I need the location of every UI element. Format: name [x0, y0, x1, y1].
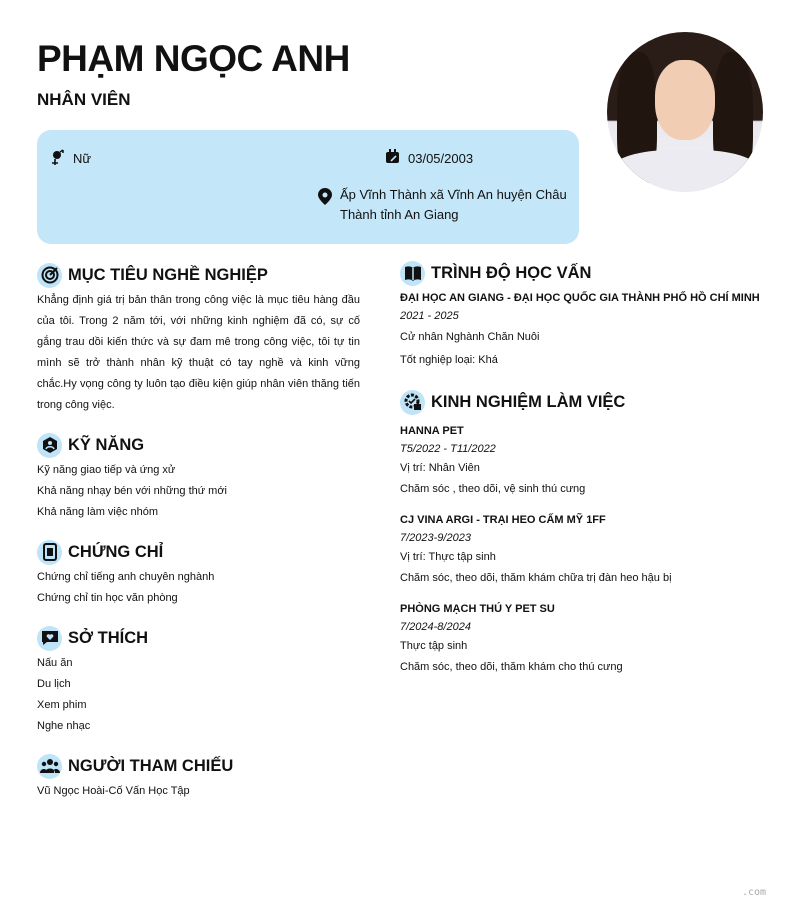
objective-text: Khẳng định giá trị bản thân trong công việc là mục tiêu hàng đầu của tôi. Trong 2 năm tới, với những kinh nghiệm đã có, sự cố gắng trau dồi kiến thức và sự đam mê trong công việc, tôi tự tin mình sẽ trở thành nhân kỹ thuật có tay nghề và kinh vững chắc.Hy vọng công ty luôn tạo điều kiện giúp nhân viên thăng tiến trong công việc. [37, 294, 360, 411]
hobby-item: Du lịch [37, 678, 71, 690]
left-column [37, 262, 360, 818]
certificates-heading: CHỨNG CHỈ [68, 543, 164, 561]
skill-item: Khả năng nhạy bén với những thứ mới [37, 485, 227, 497]
candidate-name: PHẠM NGỌC ANH [37, 38, 350, 79]
hobby-item: Nghe nhạc [37, 720, 91, 732]
hobbies-section [37, 625, 360, 737]
skills-section [37, 432, 360, 523]
address-item [318, 185, 568, 225]
hobbies-heading: SỞ THÍCH [68, 629, 149, 647]
book-icon [400, 261, 425, 286]
job-position: Vị trí: Nhân Viên [400, 462, 480, 474]
certificate-icon [37, 540, 62, 565]
job-period: T5/2022 - T11/2022 [400, 443, 496, 455]
job-period: 7/2023-9/2023 [400, 532, 471, 544]
education-period: 2021 - 2025 [400, 310, 459, 322]
education-heading: TRÌNH ĐỘ HỌC VẤN [431, 264, 592, 282]
objective-section [37, 262, 360, 416]
job-entry [400, 510, 760, 589]
school-name: ĐẠI HỌC AN GIANG - ĐẠI HỌC QUỐC GIA THÀNH PHỐ HỒ CHÍ MINH [400, 292, 760, 304]
skill-item: Kỹ năng giao tiếp và ứng xử [37, 464, 176, 476]
people-icon [37, 754, 62, 779]
certificates-section [37, 539, 360, 609]
skills-gear-icon [37, 433, 62, 458]
gender-value: Nữ [73, 151, 92, 166]
experience-section [400, 389, 760, 678]
job-entry [400, 599, 760, 678]
personal-info-box [37, 130, 579, 244]
candidate-title: NHÂN VIÊN [37, 90, 131, 109]
job-company: CJ VINA ARGI - TRẠI HEO CẤM MỸ 1FF [400, 514, 606, 526]
hobby-item: Nấu ăn [37, 657, 73, 669]
calendar-icon [385, 149, 400, 164]
profile-photo [607, 32, 763, 192]
right-column [400, 260, 760, 694]
heart-message-icon [37, 626, 62, 651]
gender-item [49, 149, 91, 169]
location-pin-icon [318, 188, 332, 205]
dob-value: 03/05/2003 [408, 151, 474, 166]
job-description: Chăm sóc, theo dõi, thăm khám chữa trị đàn heo hậu bị [400, 572, 672, 584]
job-company: HANNA PET [400, 425, 464, 437]
work-gear-icon [400, 390, 425, 415]
dob-item [385, 149, 473, 169]
reference-item: Vũ Ngọc Hoài-Cố Vấn Học Tập [37, 785, 190, 797]
education-grade: Tốt nghiệp loại: Khá [400, 354, 498, 366]
experience-heading: KINH NGHIỆM LÀM VIỆC [431, 393, 626, 411]
job-entry [400, 421, 760, 500]
skill-item: Khả năng làm việc nhóm [37, 506, 159, 518]
skills-heading: KỸ NĂNG [68, 436, 145, 454]
hobby-item: Xem phim [37, 699, 87, 711]
job-description: Chăm sóc, theo dõi, thăm khám cho thú cưng [400, 661, 623, 673]
watermark: .com [742, 887, 767, 898]
objective-heading: MỤC TIÊU NGHỀ NGHIỆP [68, 266, 268, 284]
certificate-item: Chứng chỉ tin học văn phòng [37, 592, 178, 604]
references-heading: NGƯỜI THAM CHIẾU [68, 757, 234, 775]
certificate-item: Chứng chỉ tiếng anh chuyên nghành [37, 571, 215, 583]
gender-icon [49, 149, 65, 165]
job-position: Thực tập sinh [400, 640, 468, 652]
job-description: Chăm sóc , theo dõi, vệ sinh thú cưng [400, 483, 586, 495]
target-icon [37, 263, 62, 288]
references-section [37, 753, 360, 802]
job-position: Vị trí: Thực tập sinh [400, 551, 496, 563]
job-period: 7/2024-8/2024 [400, 621, 471, 633]
address-value: Ấp Vĩnh Thành xã Vĩnh An huyện Châu Thành tỉnh An Giang [340, 187, 567, 222]
job-company: PHÒNG MẠCH THÚ Y PET SU [400, 603, 555, 615]
education-section [400, 260, 760, 371]
education-degree: Cử nhân Nghành Chăn Nuôi [400, 331, 540, 343]
